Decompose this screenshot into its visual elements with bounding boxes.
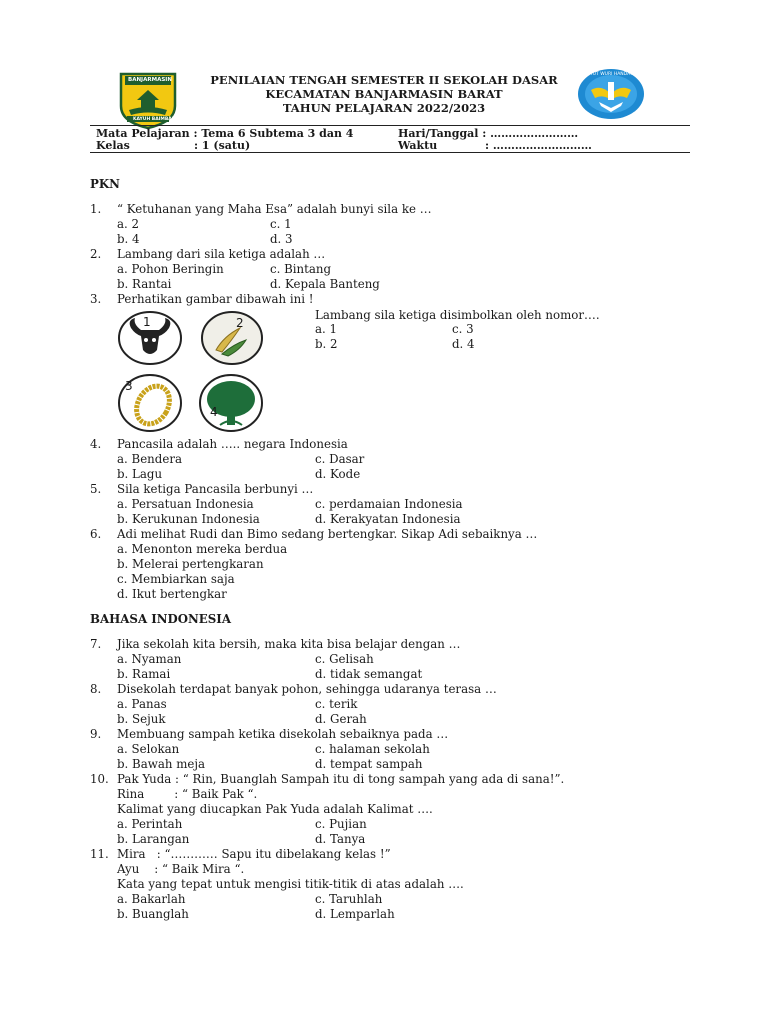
question-prompt: Kalimat yang diucapkan Pak Yuda adalah Kalimat …. bbox=[117, 802, 433, 816]
question-number: 5. bbox=[90, 482, 102, 496]
header-divider-top bbox=[90, 125, 690, 126]
answer-option-d: d. 4 bbox=[452, 337, 475, 351]
left-logo-bottom-text: KAYUH BAIMBAI bbox=[133, 117, 174, 122]
answer-option-b: b. Buanglah bbox=[117, 907, 189, 921]
answer-option-d: d. Tanya bbox=[315, 832, 366, 846]
left-logo-top-text: BANJARMASIN bbox=[128, 77, 172, 83]
answer-option-d: d. tidak semangat bbox=[315, 667, 423, 681]
answer-option-a: a. Menonton mereka berdua bbox=[117, 542, 288, 556]
question-number: 3. bbox=[90, 292, 102, 306]
time-label: Waktu bbox=[398, 139, 438, 152]
answer-option-a: a. Bendera bbox=[117, 452, 182, 466]
answer-option-c: c. 3 bbox=[452, 322, 474, 336]
question-number: 7. bbox=[90, 637, 102, 651]
answer-option-d: d. Gerah bbox=[315, 712, 367, 726]
answer-option-c: c. Bintang bbox=[270, 262, 332, 276]
answer-option-b: b. Rantai bbox=[117, 277, 172, 291]
question-number: 1. bbox=[90, 202, 102, 216]
day-date-field: Hari/Tanggal : …………………… bbox=[398, 127, 579, 140]
answer-option-d: d. Kepala Banteng bbox=[270, 277, 380, 291]
answer-option-b: b. 4 bbox=[117, 232, 140, 246]
answer-option-c: c. Gelisah bbox=[315, 652, 374, 666]
question-text: Lambang dari sila ketiga adalah … bbox=[117, 247, 326, 261]
header-divider-bottom bbox=[90, 152, 690, 153]
question-number: 11. bbox=[90, 847, 109, 861]
answer-option-c: c. Pujian bbox=[315, 817, 367, 831]
symbol-label-3: 3 bbox=[125, 379, 133, 393]
answer-option-b: b. Melerai pertengkaran bbox=[117, 557, 264, 571]
answer-option-a: a. Perintah bbox=[117, 817, 183, 831]
symbol-label-4: 4 bbox=[210, 405, 218, 419]
answer-option-b: b. Ramai bbox=[117, 667, 171, 681]
answer-option-d: d. 3 bbox=[270, 232, 293, 246]
question-prompt: Kata yang tepat untuk mengisi titik-titik di atas adalah …. bbox=[117, 877, 464, 891]
answer-option-a: a. Panas bbox=[117, 697, 167, 711]
question-number: 10. bbox=[90, 772, 109, 786]
question-number: 9. bbox=[90, 727, 102, 741]
answer-option-a: a. 1 bbox=[315, 322, 338, 336]
answer-option-c: c. Taruhlah bbox=[315, 892, 383, 906]
question-number: 4. bbox=[90, 437, 102, 451]
question-text: Adi melihat Rudi dan Bimo sedang bertengkar. Sikap Adi sebaiknya … bbox=[117, 527, 538, 541]
header-title-2: KECAMATAN BANJARMASIN BARAT bbox=[265, 87, 503, 101]
question-text: “ Ketuhanan yang Maha Esa” adalah bunyi sila ke … bbox=[117, 202, 432, 216]
question-side-text: Lambang sila ketiga disimbolkan oleh nomor…. bbox=[315, 308, 600, 322]
answer-option-a: a. Bakarlah bbox=[117, 892, 186, 906]
dialogue-line: Ayu : “ Baik Mira “. bbox=[117, 862, 245, 876]
answer-option-d: d. tempat sampah bbox=[315, 757, 423, 771]
star-rice-symbol bbox=[200, 310, 264, 366]
answer-option-c: c. Membiarkan saja bbox=[117, 572, 235, 586]
class-value: : 1 (satu) bbox=[194, 139, 251, 152]
answer-option-b: b. Lagu bbox=[117, 467, 163, 481]
answer-option-c: c. perdamaian Indonesia bbox=[315, 497, 463, 511]
answer-option-b: b. Kerukunan Indonesia bbox=[117, 512, 260, 526]
banyan-tree-symbol bbox=[198, 373, 264, 433]
answer-option-c: c. 1 bbox=[270, 217, 292, 231]
header-title-3: TAHUN PELAJARAN 2022/2023 bbox=[282, 101, 486, 115]
header-title-1: PENILAIAN TENGAH SEMESTER II SEKOLAH DASAR bbox=[210, 73, 558, 87]
dialogue-line: Rina : “ Baik Pak “. bbox=[117, 787, 258, 801]
section-title-bahasa: BAHASA INDONESIA bbox=[90, 612, 231, 626]
time-value: : ……………………… bbox=[485, 139, 592, 152]
class-label: Kelas bbox=[96, 139, 130, 152]
answer-option-b: b. Sejuk bbox=[117, 712, 166, 726]
subject-info: Mata Pelajaran : Tema 6 Subtema 3 dan 4 bbox=[96, 127, 354, 140]
answer-option-c: c. Dasar bbox=[315, 452, 365, 466]
question-text: Pancasila adalah ….. negara Indonesia bbox=[117, 437, 348, 451]
bull-head-symbol bbox=[117, 310, 183, 366]
answer-option-a: a. Persatuan Indonesia bbox=[117, 497, 254, 511]
question-text: Disekolah terdapat banyak pohon, sehingga udaranya terasa … bbox=[117, 682, 497, 696]
question-number: 8. bbox=[90, 682, 102, 696]
symbol-label-2: 2 bbox=[236, 316, 244, 330]
question-text: Membuang sampah ketika disekolah sebaiknya pada … bbox=[117, 727, 449, 741]
answer-option-c: c. halaman sekolah bbox=[315, 742, 430, 756]
section-title-pkn: PKN bbox=[90, 177, 120, 191]
answer-option-c: c. terik bbox=[315, 697, 358, 711]
answer-option-b: b. 2 bbox=[315, 337, 338, 351]
answer-option-d: d. Ikut bertengkar bbox=[117, 587, 227, 601]
question-text: Perhatikan gambar dibawah ini ! bbox=[117, 292, 314, 306]
question-text: Pak Yuda : “ Rin, Buanglah Sampah itu di tong sampah yang ada di sana!”. bbox=[117, 772, 565, 786]
right-logo bbox=[577, 68, 645, 120]
answer-option-d: d. Kerakyatan Indonesia bbox=[315, 512, 461, 526]
answer-option-a: a. Selokan bbox=[117, 742, 180, 756]
answer-option-a: a. 2 bbox=[117, 217, 140, 231]
answer-option-b: b. Bawah meja bbox=[117, 757, 206, 771]
answer-option-a: a. Nyaman bbox=[117, 652, 182, 666]
answer-option-a: a. Pohon Beringin bbox=[117, 262, 224, 276]
right-logo-text: TUT WURI HANDAYANI bbox=[590, 72, 640, 77]
question-text: Jika sekolah kita bersih, maka kita bisa belajar dengan … bbox=[117, 637, 461, 651]
answer-option-d: d. Lemparlah bbox=[315, 907, 395, 921]
symbol-label-1: 1 bbox=[143, 315, 151, 329]
chain-symbol bbox=[117, 373, 183, 433]
answer-option-d: d. Kode bbox=[315, 467, 361, 481]
question-text: Sila ketiga Pancasila berbunyi … bbox=[117, 482, 314, 496]
question-number: 6. bbox=[90, 527, 102, 541]
answer-option-b: b. Larangan bbox=[117, 832, 190, 846]
question-number: 2. bbox=[90, 247, 102, 261]
question-text: Mira : “………… Sapu itu dibelakang kelas !” bbox=[117, 847, 391, 861]
